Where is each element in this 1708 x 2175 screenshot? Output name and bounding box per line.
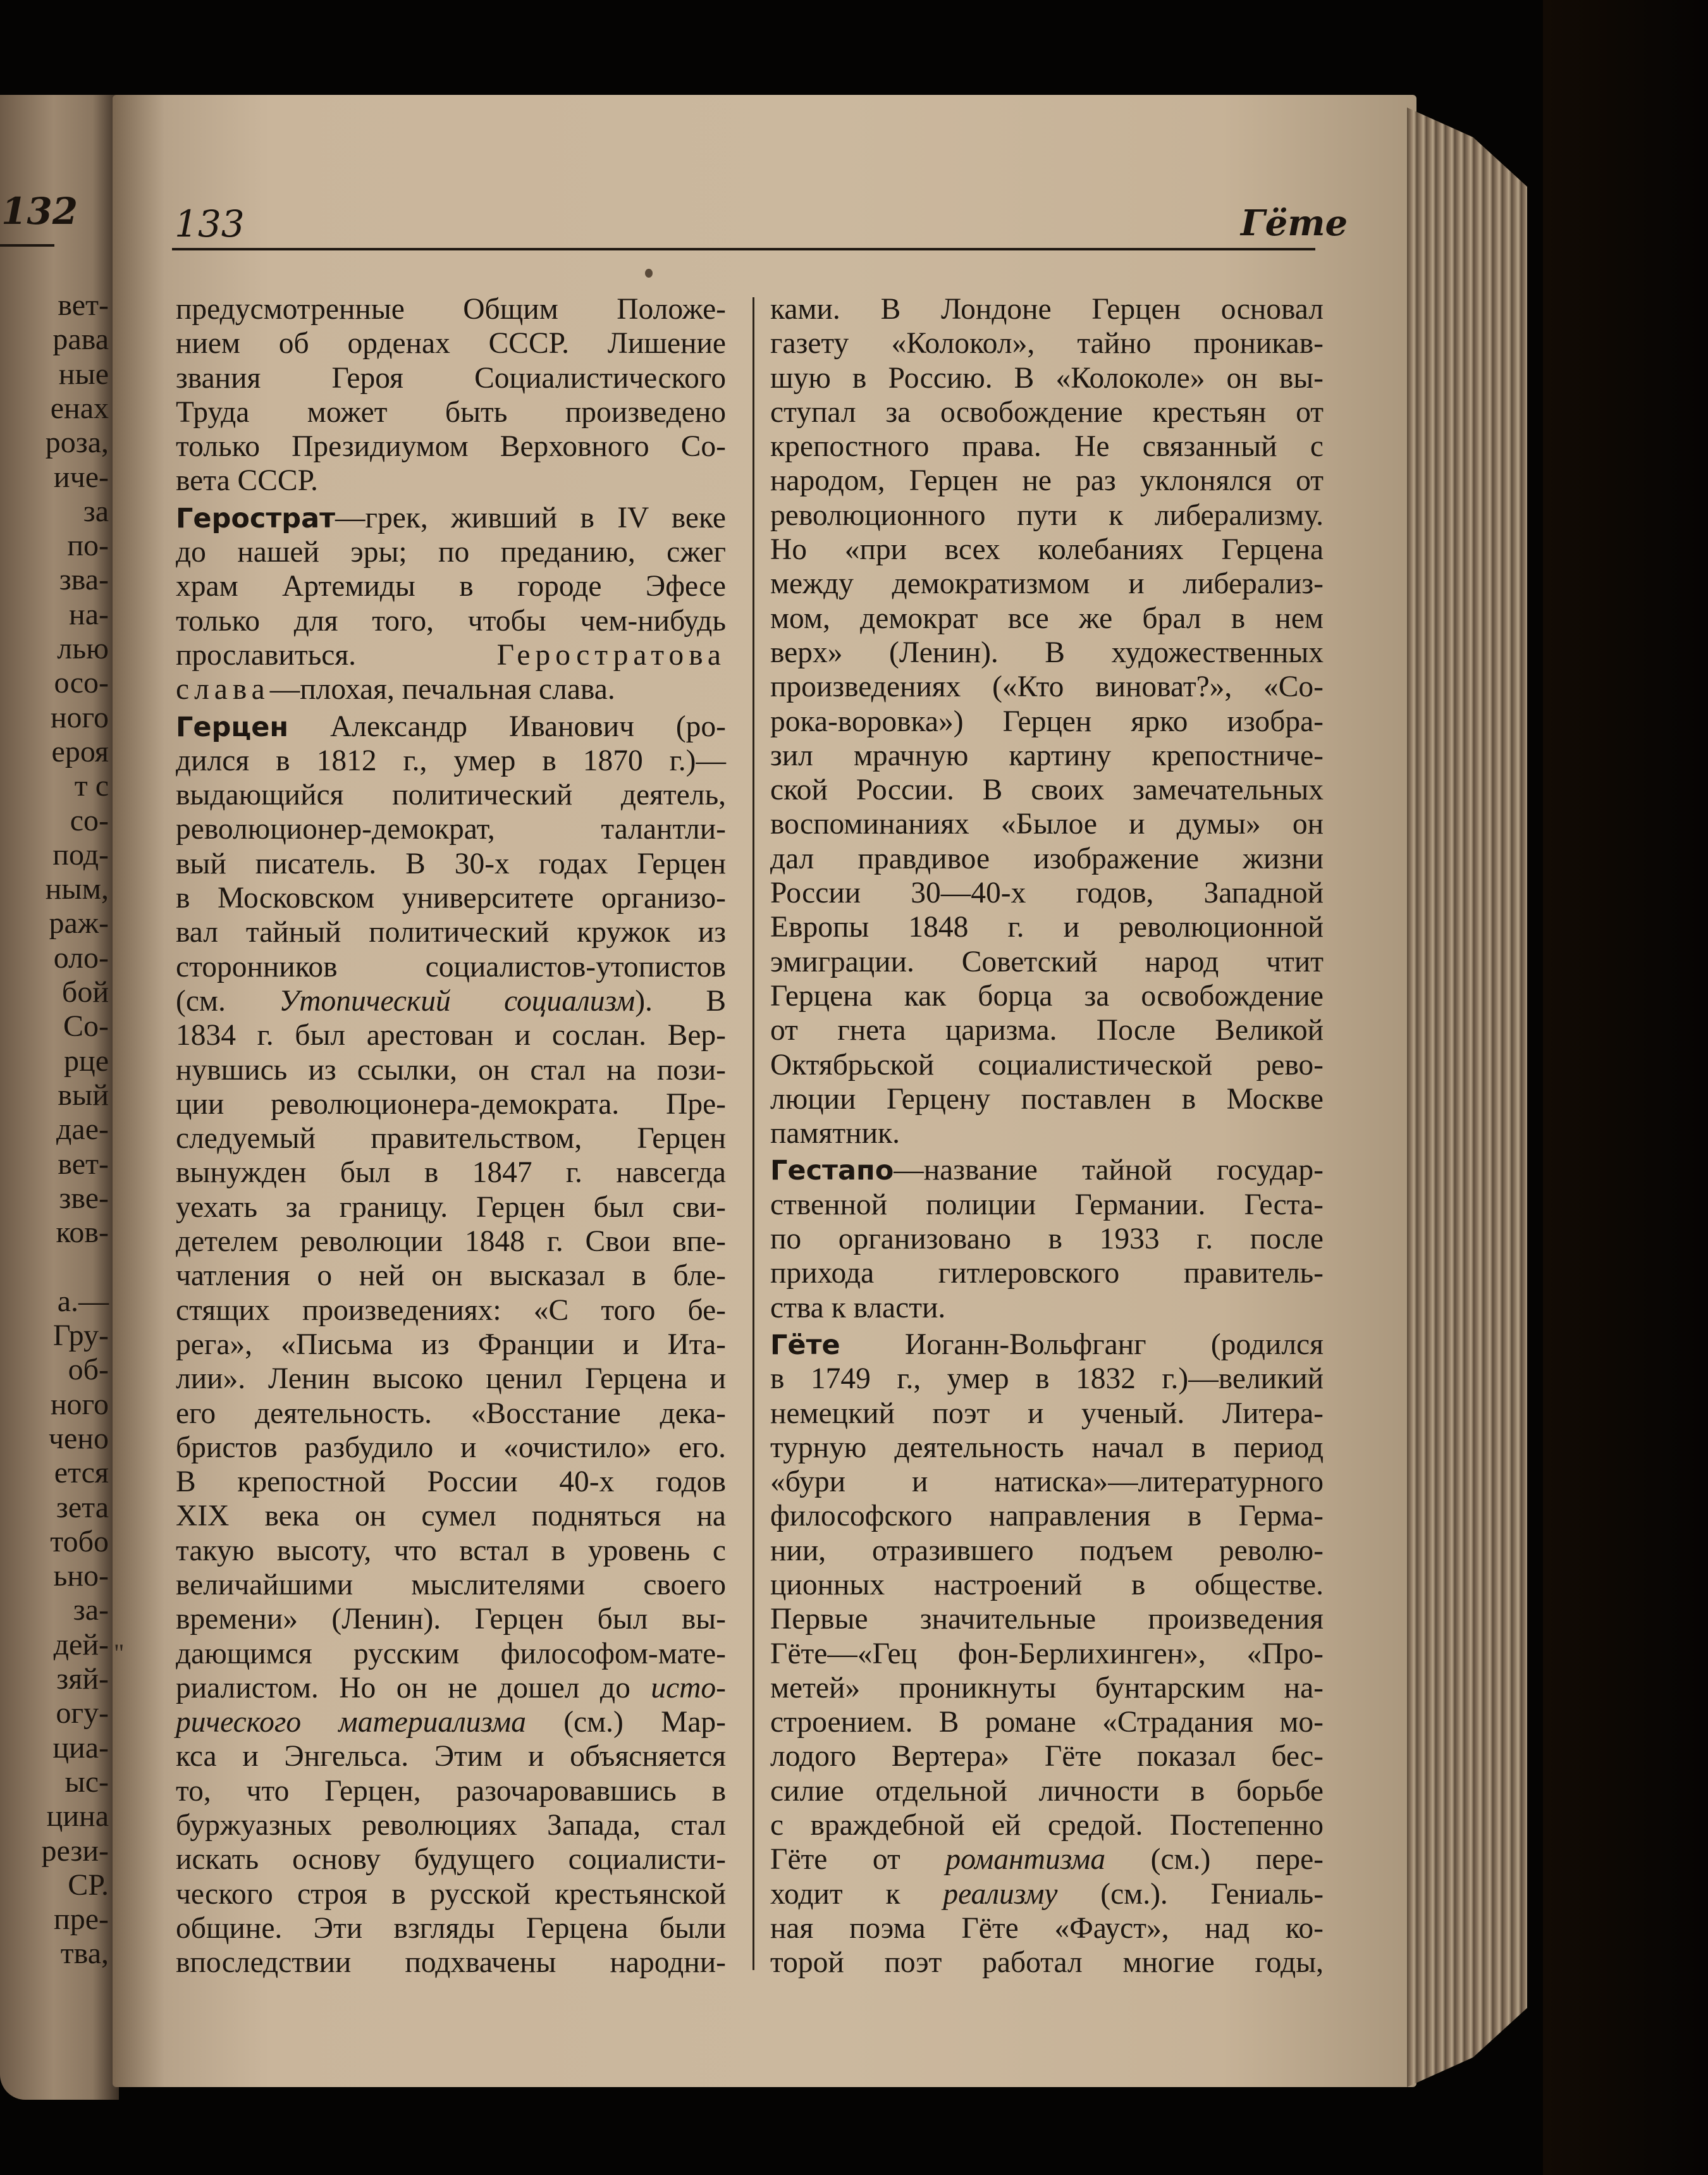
previous-page-fragment: ного: [50, 700, 109, 734]
cross-reference: исто-: [651, 1671, 727, 1704]
text-segment: Первые значительные произведения: [770, 1603, 1324, 1636]
margin-mark: ": [114, 1639, 125, 1667]
text-line: [770, 876, 1324, 910]
text-segment: до нашей эры; по преданию, сжег: [176, 536, 726, 569]
text-line: [176, 672, 726, 706]
text-segment: нии, отразившего подъем револю-: [770, 1534, 1324, 1567]
text-line: [176, 778, 726, 812]
text-segment: метей» проникнуты бунтарским на-: [770, 1671, 1324, 1704]
text-segment: крепостного права. Не связанный с: [770, 430, 1324, 464]
previous-page-fragment: огу-: [56, 1696, 109, 1730]
previous-page-fragment: иче-: [53, 460, 109, 494]
previous-page-fragment: СР.: [68, 1868, 109, 1902]
text-line: [176, 1602, 726, 1636]
previous-page-fragment: ным,: [45, 872, 109, 906]
text-segment: XIX века он сумел подняться на: [176, 1500, 726, 1533]
page-number: 133: [175, 202, 245, 245]
text-segment: немецкий поэт и ученый. Литера-: [770, 1396, 1324, 1430]
text-line: [176, 326, 726, 360]
text-segment: Иоганн-Вольфганг (родился: [840, 1328, 1324, 1361]
text-segment: звания Героя Социалистического: [176, 361, 726, 395]
text-line: [176, 1259, 726, 1293]
text-segment: шую в Россию. В «Колоколе» он вы-: [770, 361, 1324, 395]
text-segment: с враждебной ей средой. Постепенно: [770, 1809, 1324, 1842]
text-line: [770, 464, 1324, 498]
text-segment: В крепостной России 40-х годов: [176, 1465, 726, 1499]
text-segment: Октябрьской социалистической рево-: [770, 1048, 1324, 1081]
text-line: [770, 1082, 1324, 1116]
text-segment: риалистом. Но он не дошел до: [176, 1671, 630, 1704]
text-line: [770, 1328, 1324, 1362]
text-segment: в 1749 г., умер в 1832 г.)—великий: [770, 1362, 1324, 1396]
text-line: [770, 1911, 1324, 1945]
text-line: [176, 1911, 726, 1945]
cross-reference: рического материализма: [176, 1706, 526, 1739]
text-segment: буржуазных революциях Запада, стал: [176, 1809, 726, 1842]
previous-page-fragment: лью: [57, 632, 109, 665]
text-segment: только для того, чтобы чем-нибудь: [176, 604, 726, 638]
text-segment: предусмотренные Общим Положе-: [176, 293, 726, 326]
previous-page-fragment: пре-: [54, 1902, 109, 1937]
text-line: [176, 1534, 726, 1568]
text-line: [770, 636, 1324, 670]
text-segment: рока-воровка») Герцен ярко изобра-: [770, 705, 1324, 738]
text-line: [770, 807, 1324, 841]
text-line: [770, 326, 1324, 360]
previous-page-fragment: осо-: [54, 666, 109, 700]
text-segment: ства к власти.: [770, 1291, 946, 1324]
text-line: [176, 1568, 726, 1602]
text-segment: времени» (Ленин). Герцен был вы-: [176, 1603, 726, 1636]
text-line: [176, 881, 726, 915]
text-segment: ходит к: [770, 1877, 900, 1911]
text-segment: такую высоту, что встал в уровень с: [176, 1534, 726, 1567]
text-segment: ционных настроений в обществе.: [770, 1568, 1324, 1601]
text-segment: детелем революции 1848 г. Свои впе-: [176, 1225, 726, 1259]
text-line: [770, 1222, 1324, 1256]
text-segment: прихода гитлеровского правитель-: [770, 1257, 1324, 1290]
text-line: [770, 1705, 1324, 1739]
text-segment: России 30—40-х годов, Западной: [770, 877, 1324, 910]
text-segment: уехать за границу. Герцен был сви-: [176, 1190, 726, 1224]
previous-page-fragment: рава: [52, 323, 109, 357]
previous-page-fragment: дей-: [53, 1627, 109, 1661]
text-segment: впоследствии подхвачены народни-: [176, 1946, 726, 1980]
text-segment: —плохая, печальная слава.: [269, 673, 615, 706]
text-line: [176, 1190, 726, 1224]
text-line: [176, 847, 726, 881]
text-segment: общине. Эти взгляды Герцена были: [176, 1911, 726, 1945]
text-line: [770, 1153, 1324, 1187]
text-line: [770, 1396, 1324, 1431]
text-segment: прославиться.: [176, 638, 357, 672]
text-segment: вый писатель. В 30-х годах Герцен: [176, 847, 726, 880]
previous-page-fragment: вый: [58, 1078, 109, 1112]
previous-page-fragment: рце: [64, 1044, 109, 1078]
previous-page-fragment: тва,: [60, 1937, 109, 1971]
text-line: [770, 1842, 1324, 1876]
background-shadow: [1543, 0, 1708, 2175]
text-segment: мом, демократ все же брал в нем: [770, 601, 1324, 635]
text-line: [770, 429, 1324, 464]
text-segment: Европы 1848 г. и революционной: [770, 911, 1324, 944]
text-line: [770, 1291, 1324, 1325]
previous-page-fragment: зва-: [59, 563, 109, 597]
text-line: [770, 567, 1324, 601]
text-segment: Но «при всех колебаниях Герцена: [770, 533, 1324, 567]
text-segment: ственной полиции Германии. Геста-: [770, 1188, 1324, 1221]
text-segment: Герцена как борца за освобождение: [770, 979, 1324, 1013]
cross-reference: реализму: [943, 1877, 1058, 1911]
text-segment: турную деятельность начал в период: [770, 1431, 1324, 1464]
previous-page-fragment: ется: [54, 1456, 109, 1490]
text-segment: революционного пути к либерализму.: [770, 498, 1324, 532]
text-line: [770, 292, 1324, 326]
text-line: [770, 773, 1324, 807]
text-segment: силие отдельной личности в борьбе: [770, 1774, 1324, 1808]
text-segment: «бури и натиска»—литературного: [770, 1465, 1324, 1499]
text-segment: люции Герцену поставлен в Москве: [770, 1082, 1324, 1116]
text-line: [176, 1808, 726, 1842]
text-line: [176, 1774, 726, 1808]
text-line: [176, 1087, 726, 1121]
text-line: [176, 395, 726, 429]
headword: Герострат: [176, 502, 336, 534]
text-line: [176, 950, 726, 984]
text-segment: дающимся русским философом-мате-: [176, 1637, 726, 1670]
page-edges: [1407, 108, 1527, 2087]
text-segment: нием об орденах СССР. Лишение: [176, 327, 726, 360]
text-segment: лии». Ленин высоко ценил Герцена и: [176, 1362, 726, 1396]
previous-page-fragment: со-: [70, 803, 109, 837]
text-line: [770, 1048, 1324, 1082]
text-line: [176, 1705, 726, 1739]
text-line: [176, 744, 726, 778]
text-line: [770, 1774, 1324, 1808]
header-rule: [172, 248, 1315, 250]
right-column: [770, 292, 1324, 1980]
previous-page-fragment: т с: [74, 769, 109, 803]
text-line: [770, 1188, 1324, 1222]
text-line: [176, 638, 726, 672]
text-line: [770, 1739, 1324, 1773]
text-segment: дился в 1812 г., умер в 1870 г.)—: [176, 744, 726, 777]
previous-page-fragment: енах: [50, 391, 109, 425]
previous-page-fragment: зяй-: [56, 1662, 109, 1696]
text-segment: храм Артемиды в городе Эфесе: [176, 570, 726, 603]
text-line: [770, 1013, 1324, 1047]
text-segment: следуемый правительством, Герцен: [176, 1122, 726, 1155]
text-line: [176, 1155, 726, 1190]
text-line: [770, 395, 1324, 429]
text-line: [176, 569, 726, 603]
text-segment: (см.: [176, 984, 226, 1018]
previous-page-fragment: об-: [68, 1353, 109, 1387]
text-line: [176, 1739, 726, 1773]
text-segment: (см.) пере-: [1105, 1843, 1324, 1876]
text-line: [770, 1671, 1324, 1705]
text-segment: рега», «Письма из Франции и Ита-: [176, 1328, 726, 1361]
text-line: [770, 1431, 1324, 1465]
text-segment: между демократизмом и либерализ-: [770, 567, 1324, 601]
text-segment: дал правдивое изображение жизни: [770, 842, 1324, 875]
text-line: [176, 1637, 726, 1671]
text-line: [770, 1602, 1324, 1636]
text-segment: лодого Вертера» Гёте показал бес-: [770, 1740, 1324, 1773]
text-line: [770, 705, 1324, 739]
text-line: [770, 945, 1324, 979]
text-segment: ской России. В своих замечательных: [770, 773, 1324, 807]
text-segment: —название тайной государ-: [894, 1154, 1324, 1187]
text-segment: произведениях («Кто виноват?», «Со-: [770, 670, 1324, 704]
previous-page-fragment: циа-: [52, 1730, 109, 1765]
previous-page-fragment: под-: [52, 837, 109, 872]
text-line: [770, 670, 1324, 704]
text-segment: по организовано в 1933 г. после: [770, 1223, 1324, 1256]
text-segment: воспоминаниях «Былое и думы» он: [770, 808, 1324, 841]
running-title: Гёте: [1241, 202, 1348, 244]
text-line: [770, 361, 1324, 395]
text-segment: народом, Герцен не раз уклонялся от: [770, 464, 1324, 498]
text-segment: Гёте от: [770, 1843, 900, 1876]
cross-reference: Утопический социализм: [279, 984, 636, 1018]
text-line: [176, 1293, 726, 1328]
previous-page-fragment: зве-: [59, 1181, 109, 1215]
previous-page-fragment: ного: [50, 1387, 109, 1421]
text-segment: 1834 г. был арестован и сослан. Вер-: [176, 1019, 726, 1052]
previous-page-fragment: за-: [73, 1593, 109, 1627]
cross-reference: романтизма: [945, 1843, 1106, 1876]
text-line: [176, 429, 726, 464]
text-line: [770, 1534, 1324, 1568]
text-segment: эмиграции. Советский народ чтит: [770, 945, 1324, 978]
text-line: [770, 1362, 1324, 1396]
previous-page-fragment: роза,: [45, 426, 109, 460]
text-segment: Александр Иванович (ро-: [288, 710, 726, 743]
text-segment: революционер-демократ, талантли-: [176, 813, 726, 846]
text-line: [176, 361, 726, 395]
previous-page-fragment: Со-: [63, 1009, 109, 1044]
left-column: [176, 292, 726, 1980]
previous-page-fragment: ков-: [56, 1216, 109, 1250]
text-line: [770, 1637, 1324, 1671]
text-line: [176, 1053, 726, 1087]
text-line: [176, 501, 726, 535]
text-segment: ). В: [635, 984, 726, 1018]
text-line: [176, 812, 726, 846]
text-segment: философского направления в Герма-: [770, 1500, 1324, 1533]
text-line: [176, 915, 726, 949]
ink-mark: [645, 269, 653, 278]
text-line: [770, 1499, 1324, 1533]
text-line: [176, 1842, 726, 1876]
text-line: [770, 1568, 1324, 1602]
text-line: [770, 842, 1324, 876]
text-line: [176, 292, 726, 326]
text-segment: кса и Энгельса. Этим и объясняется: [176, 1740, 726, 1773]
text-line: [770, 910, 1324, 944]
text-segment: его деятельность. «Восстание дека-: [176, 1396, 726, 1430]
text-segment: только Президиумом Верховного Со-: [176, 430, 726, 464]
previous-page-fragment: ероя: [51, 734, 109, 768]
text-segment: (см.). Гениаль-: [1057, 1877, 1324, 1911]
text-segment: нувшись из ссылки, он стал на пози-: [176, 1053, 726, 1087]
text-segment: ная поэма Гёте «Фауст», над ко-: [770, 1911, 1324, 1945]
text-line: [176, 1671, 726, 1705]
text-line: [176, 1877, 726, 1911]
text-segment: ческого строя в русской крестьянской: [176, 1877, 726, 1911]
text-segment: зил мрачную картину крепостниче-: [770, 739, 1324, 772]
text-segment: Труда может быть произведено: [176, 395, 726, 429]
text-line: [176, 1121, 726, 1155]
text-line: [770, 601, 1324, 636]
previous-page-fragment: ьно-: [53, 1559, 109, 1593]
text-line: [770, 1256, 1324, 1290]
text-line: [176, 1396, 726, 1431]
previous-page-header-rule: [0, 244, 54, 247]
text-line: [176, 604, 726, 638]
text-segment: торой поэт работал многие годы,: [770, 1946, 1324, 1980]
headword: Гёте: [770, 1329, 840, 1361]
text-segment: строением. В романе «Страдания мо-: [770, 1706, 1324, 1739]
previous-page-fragment: тобо: [50, 1524, 109, 1558]
text-line: [176, 984, 726, 1018]
text-segment: верх» (Ленин). В художественных: [770, 636, 1324, 669]
text-segment: в Московском университете организо-: [176, 882, 726, 915]
text-segment: искать основу будущего социалисти-: [176, 1843, 726, 1876]
previous-page-fragment: оло-: [53, 940, 109, 975]
text-segment: ками. В Лондоне Герцен основал: [770, 293, 1324, 326]
text-line: [176, 1945, 726, 1980]
text-line: [770, 533, 1324, 567]
text-line: [176, 1362, 726, 1396]
text-segment: (см.) Мар-: [525, 1706, 726, 1739]
previous-page-fragment: раж-: [49, 906, 109, 940]
text-segment: ступал за освобождение крестьян от: [770, 395, 1324, 429]
previous-page-fragment: за: [83, 494, 109, 528]
headword: Гестапо: [770, 1155, 894, 1187]
text-line: [176, 1224, 726, 1259]
text-line: [176, 1018, 726, 1052]
text-line: [176, 1465, 726, 1499]
text-segment: памятник.: [770, 1117, 900, 1150]
text-line: [770, 498, 1324, 533]
previous-page-fragment: дае-: [56, 1112, 109, 1147]
text-line: [770, 1945, 1324, 1980]
text-segment: Гёте—«Гец фон-Берлихинген», «Про-: [770, 1637, 1324, 1670]
text-line: [770, 979, 1324, 1013]
previous-page-fragment: чено: [48, 1421, 109, 1455]
previous-page-fragment: цина: [46, 1799, 109, 1833]
text-segment: величайшими мыслителями своего: [176, 1568, 726, 1601]
text-segment: —грек, живший в IV веке: [335, 501, 726, 534]
text-line: [176, 1328, 726, 1362]
text-line: [176, 1431, 726, 1465]
previous-page-fragment: вет-: [58, 288, 109, 322]
text-line: [770, 1116, 1324, 1150]
previous-page-fragment: ыс-: [65, 1765, 109, 1799]
text-segment: ции революционера-демократа. Пре-: [176, 1087, 726, 1121]
text-segment: газету «Колокол», тайно проникав-: [770, 327, 1324, 360]
text-segment: вынужден был в 1847 г. навсегда: [176, 1156, 726, 1190]
previous-page-fragment: на-: [69, 597, 109, 631]
text-segment: вал тайный политический кружок из: [176, 916, 726, 949]
spaced-term: Геростратова: [496, 638, 726, 672]
text-line: [176, 710, 726, 744]
text-segment: бристов разбудило и «очистило» его.: [176, 1431, 726, 1464]
previous-page-fragment: бой: [61, 975, 109, 1009]
text-line: [770, 1877, 1324, 1911]
previous-page-fragment: по-: [67, 529, 109, 563]
previous-page-number: 132: [1, 190, 78, 233]
text-segment: вета СССР.: [176, 464, 318, 498]
previous-page-fragment: зета: [56, 1490, 109, 1524]
previous-page-fragment: рези-: [41, 1833, 109, 1868]
text-line: [770, 739, 1324, 773]
previous-page-fragment: ные: [58, 357, 109, 391]
previous-page-fragment: а.—: [57, 1284, 109, 1318]
text-segment: от гнета царизма. После Великой: [770, 1014, 1324, 1047]
text-line: [176, 535, 726, 569]
text-segment: стящих произведениях: «С того бе-: [176, 1293, 726, 1327]
text-line: [770, 1465, 1324, 1499]
column-divider: [753, 297, 754, 1970]
previous-page-fragment: Гру-: [52, 1319, 109, 1352]
text-line: [176, 1499, 726, 1533]
text-segment: сторонников социалистов-утопистов: [176, 950, 726, 983]
text-segment: то, что Герцен, разочаровавшись в: [176, 1774, 726, 1808]
text-segment: чатления о ней он высказал в бле-: [176, 1259, 726, 1293]
text-segment: выдающийся политический деятель,: [176, 779, 726, 812]
text-line: [176, 464, 726, 498]
text-line: [770, 1808, 1324, 1842]
previous-page-fragment: вет-: [58, 1147, 109, 1181]
spaced-term: слава: [176, 673, 270, 706]
headword: Герцен: [176, 711, 289, 743]
